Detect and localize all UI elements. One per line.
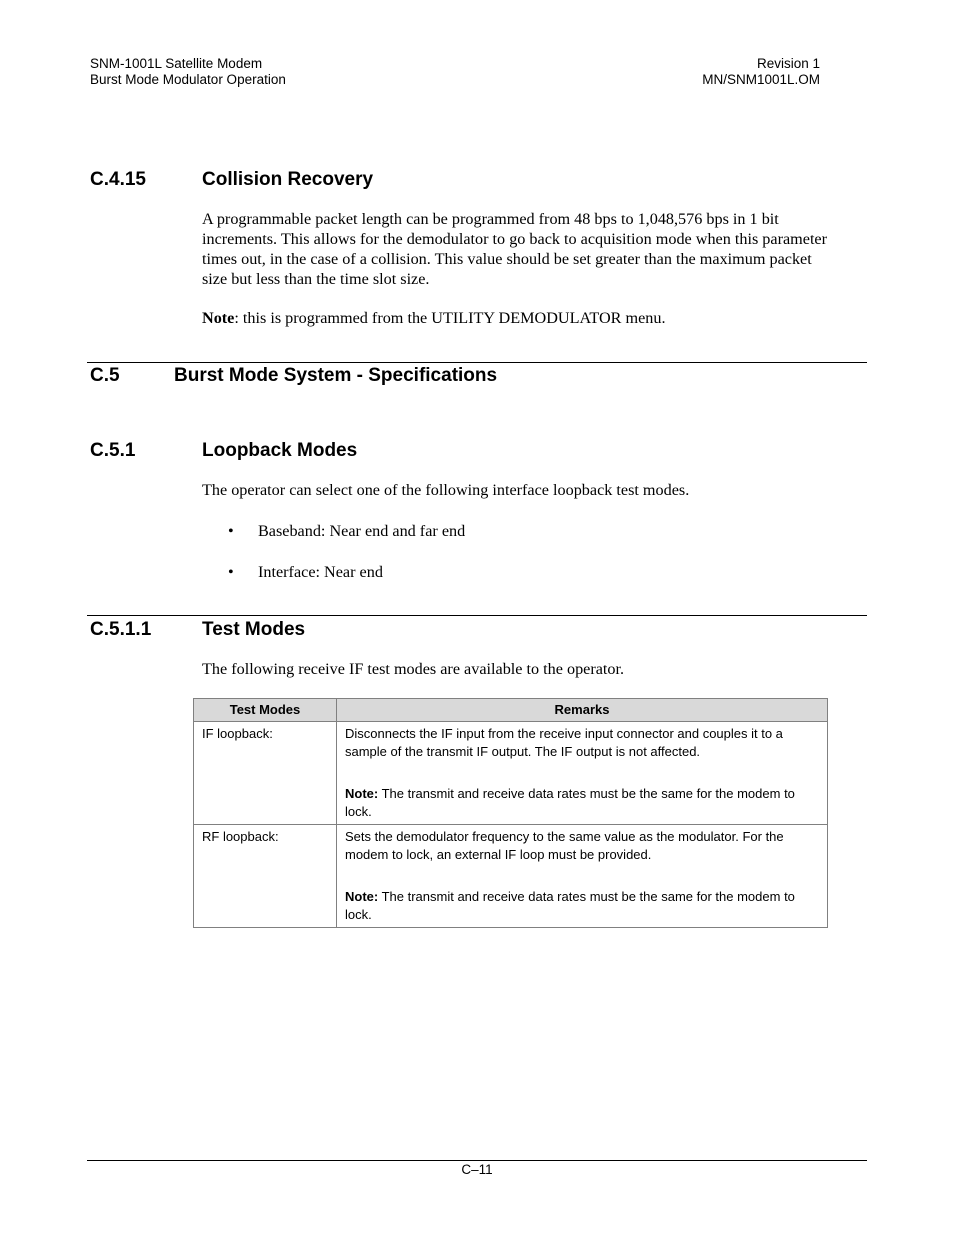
collision-recovery-note <box>202 308 827 328</box>
bullet-icon: • <box>228 563 234 581</box>
header-doc-number: MN/SNM1001L.OM <box>702 72 820 87</box>
running-header-right <box>600 56 820 88</box>
section-heading-c5 <box>90 365 498 387</box>
test-mode-cell: IF loopback: <box>194 722 337 825</box>
section-title: Test Modes <box>202 619 306 640</box>
note-text: : this is programmed from the UTILITY DEMODULATOR menu. <box>234 309 666 327</box>
note-label: Note: <box>345 889 379 904</box>
header-revision: Revision 1 <box>756 56 820 71</box>
header-product: SNM-1001L Satellite Modem <box>90 56 263 71</box>
column-header: Remarks <box>337 699 828 722</box>
remark-text: Sets the demodulator frequency to the same value as the modulator. For the modem to lock, an external IF loop must be provided. <box>345 829 784 862</box>
section-title: Collision Recovery <box>202 169 374 190</box>
note-text: The transmit and receive data rates must be the same for the modem to lock. <box>345 889 795 922</box>
section-number: C.5 <box>90 365 120 386</box>
section-title: Burst Mode System - Specifications <box>174 365 498 386</box>
note-label: Note <box>202 309 235 327</box>
section-number: C.5.1 <box>90 440 136 461</box>
remark-cell <box>337 825 828 928</box>
remark-text: Disconnects the IF input from the receive input connector and couples it to a sample of the transmit IF output. The IF output is not affected. <box>345 726 783 759</box>
list-item: • Interface: Near end <box>228 563 383 581</box>
remark-note <box>345 888 819 924</box>
collision-recovery-paragraph: A programmable packet length can be programmed from 48 bps to 1,048,576 bps in 1 bit increments. This allows for the demodulator to go back to acquisition mode when this parameter times out, in the case of a collision. This value should be set greater than the maximum packet size but less than the time slot size. <box>202 210 828 288</box>
list-item: • Baseband: Near end and far end <box>228 522 466 540</box>
note-label: Note: <box>345 786 379 801</box>
running-header-left <box>90 56 286 88</box>
test-mode-cell: RF loopback: <box>194 825 337 928</box>
section-heading-c4-15 <box>90 169 374 191</box>
test-modes-table <box>193 698 828 928</box>
remark-cell <box>337 722 828 825</box>
remark-note <box>345 785 819 821</box>
note-text: The transmit and receive data rates must be the same for the modem to lock. <box>345 786 795 819</box>
section-heading-c5-1 <box>90 440 358 462</box>
page-number: C–11 <box>461 1162 493 1177</box>
header-chapter: Burst Mode Modulator Operation <box>90 72 286 87</box>
section-number: C.4.15 <box>90 169 146 190</box>
loopback-modes-paragraph: The operator can select one of the following interface loopback test modes. <box>202 481 690 499</box>
test-modes-paragraph: The following receive IF test modes are available to the operator. <box>202 660 625 678</box>
table-header-row <box>194 699 828 722</box>
section-number: C.5.1.1 <box>90 619 152 640</box>
section-title: Loopback Modes <box>202 440 358 461</box>
section-rule <box>87 615 867 616</box>
table-row <box>194 825 828 928</box>
section-rule <box>87 362 867 363</box>
footer-rule <box>87 1160 867 1161</box>
table-row <box>194 722 828 825</box>
bullet-icon: • <box>228 522 234 540</box>
section-heading-c5-1-1 <box>90 619 306 641</box>
column-header: Test Modes <box>194 699 337 722</box>
